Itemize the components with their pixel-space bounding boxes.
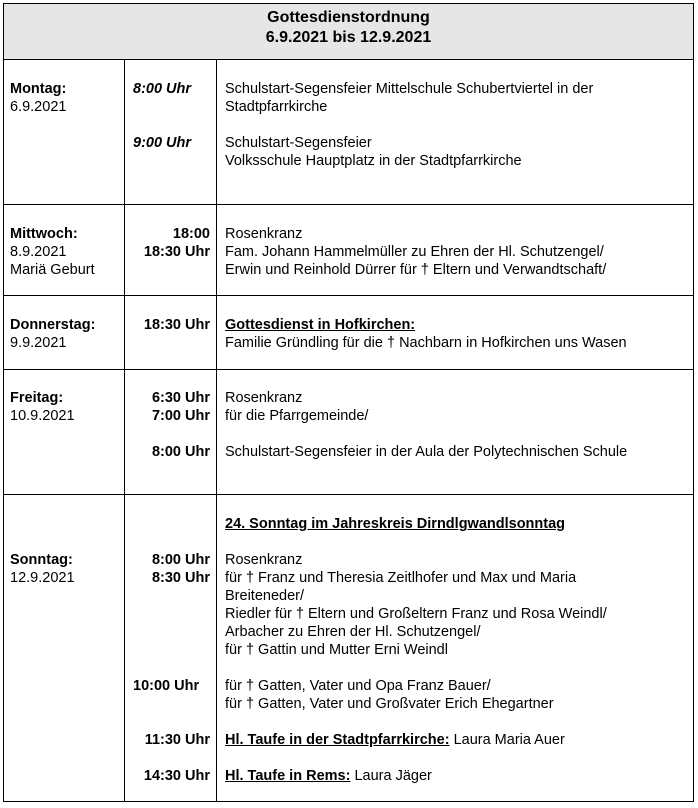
entry-text: Laura Jäger: [354, 768, 432, 784]
entry-line: Stadtpfarrkirche: [225, 99, 328, 115]
time-cell: 9:00 Uhr: [133, 135, 192, 151]
entry-line: Familie Gründling für die † Nachbarn in Hofkirchen uns Wasen: [225, 335, 627, 351]
entry-line: für † Gatten, Vater und Großvater Erich Ehegartner: [225, 696, 554, 712]
entry-line: Schulstart-Segensfeier in der Aula der Polytechnischen Schule: [225, 444, 628, 460]
entry-text: Laura Maria Auer: [453, 732, 565, 748]
time-cell: 18:30 Uhr: [143, 317, 210, 333]
day-label: Mittwoch:: [10, 226, 78, 242]
day-date: 6.9.2021: [10, 99, 67, 115]
table-border: [3, 3, 694, 802]
time-cell: 8:00 Uhr: [151, 444, 210, 460]
entry-line: Breiteneder/: [225, 588, 304, 604]
entry-line: für † Gatten, Vater und Opa Franz Bauer/: [225, 678, 491, 694]
time-cell: 6:30 Uhr: [151, 390, 210, 406]
time-cell: 11:30 Uhr: [144, 732, 210, 748]
day-label: Freitag:: [10, 390, 64, 406]
day-date: 10.9.2021: [10, 408, 75, 424]
time-cell: 18:30 Uhr: [143, 244, 210, 260]
time-cell: 8:00 Uhr: [151, 552, 210, 568]
day-date: 9.9.2021: [10, 335, 67, 351]
time-cell: 18:00: [172, 226, 210, 242]
schedule-title: Gottesdienstordnung: [267, 9, 430, 26]
schedule-date-range: 6.9.2021 bis 12.9.2021: [265, 29, 432, 46]
entry-line: Rosenkranz: [225, 226, 303, 242]
time-cell: 7:00 Uhr: [151, 408, 210, 424]
entry-heading: Hl. Taufe in der Stadtpfarrkirche:: [225, 732, 450, 748]
entry-line: Fam. Johann Hammelmüller zu Ehren der Hl. Schutzengel/: [225, 244, 604, 260]
entry-line: Schulstart-Segensfeier Mittelschule Schubertviertel in der: [225, 81, 594, 97]
time-cell: 8:30 Uhr: [151, 570, 210, 586]
entry-line: Rosenkranz: [225, 552, 303, 568]
day-label: Sonntag:: [10, 552, 73, 568]
entry-line: Erwin und Reinhold Dürrer für † Eltern und Verwandtschaft/: [225, 262, 607, 278]
day-date: 8.9.2021: [10, 244, 67, 260]
entry-heading: Hl. Taufe in Rems:: [225, 768, 351, 784]
entry-heading: Gottesdienst in Hofkirchen:: [225, 317, 416, 333]
schedule-table: [3, 3, 694, 802]
entry-line: für † Franz und Theresia Zeitlhofer und Max und Maria: [225, 570, 577, 586]
entry-line: für † Gattin und Mutter Erni Weindl: [225, 642, 448, 658]
time-cell: 14:30 Uhr: [143, 768, 210, 784]
day-label: Montag:: [10, 81, 67, 97]
time-cell: 8:00 Uhr: [133, 81, 192, 97]
sunday-heading: 24. Sonntag im Jahreskreis Dirndlgwandlsonntag: [225, 516, 566, 532]
entry-line: Riedler für † Eltern und Großeltern Franz und Rosa Weindl/: [225, 606, 607, 622]
day-note: Mariä Geburt: [10, 262, 95, 278]
entry-line: Rosenkranz: [225, 390, 303, 406]
entry-line: für die Pfarrgemeinde/: [225, 408, 369, 424]
day-label: Donnerstag:: [10, 317, 96, 333]
day-date: 12.9.2021: [10, 570, 75, 586]
entry-line: Arbacher zu Ehren der Hl. Schutzengel/: [225, 624, 481, 640]
entry-line: Volksschule Hauptplatz in der Stadtpfarrkirche: [225, 153, 522, 169]
time-cell: 10:00 Uhr: [133, 678, 200, 694]
entry-line: Schulstart-Segensfeier: [225, 135, 372, 151]
